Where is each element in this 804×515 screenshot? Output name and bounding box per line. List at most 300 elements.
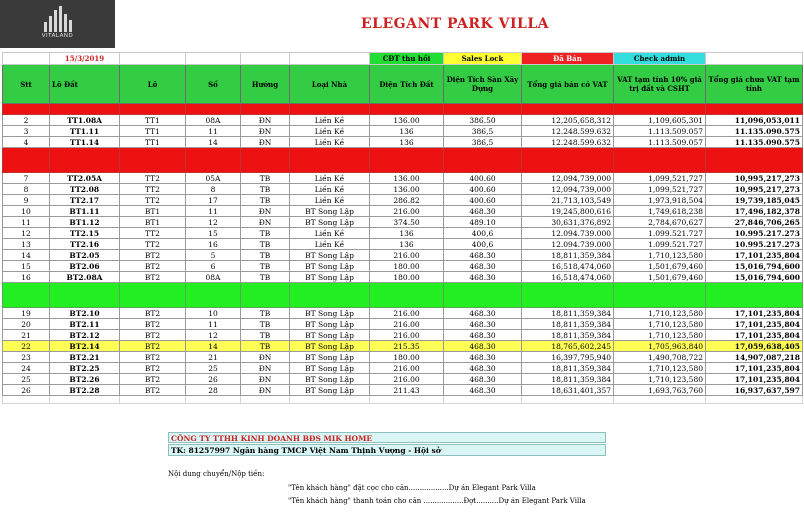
cell-stt: 21 xyxy=(3,330,50,341)
table-row[interactable] xyxy=(3,352,803,363)
cell-dt: 216.00 xyxy=(370,363,444,374)
table-row[interactable] xyxy=(3,363,803,374)
cell-lodat: TT1.08A xyxy=(50,115,120,126)
cell-lo: BT2 xyxy=(120,363,186,374)
table-row[interactable] xyxy=(3,272,803,283)
empty-cell xyxy=(186,396,241,404)
legend-sales-lock: Sales Lock xyxy=(444,53,522,65)
cell-lo: BT1 xyxy=(120,217,186,228)
sold-separator-row xyxy=(3,148,803,173)
cell-loai: Liền Kề xyxy=(290,228,370,239)
cell-lo: BT2 xyxy=(120,308,186,319)
cell-lo: BT1 xyxy=(120,206,186,217)
cell-tong: 18,631,401,357 xyxy=(522,385,614,396)
cell-stt: 24 xyxy=(3,363,50,374)
cell-so: 25 xyxy=(186,363,241,374)
cell-huong: ĐN xyxy=(241,385,290,396)
cell-lo: BT2 xyxy=(120,385,186,396)
cell-so: 08A xyxy=(186,115,241,126)
cell-lodat: TT2.08 xyxy=(50,184,120,195)
cell-loai: BT Song Lập xyxy=(290,217,370,228)
empty-cell xyxy=(522,396,614,404)
cell-loai: BT Song Lập xyxy=(290,250,370,261)
cell-loai: BT Song Lập xyxy=(290,352,370,363)
cell-tong: 12.094.739.000 xyxy=(522,228,614,239)
table-row[interactable] xyxy=(3,385,803,396)
empty-cell xyxy=(614,283,706,308)
cell-dtsan: 468.30 xyxy=(444,206,522,217)
cell-loai: Liền Kề xyxy=(290,184,370,195)
cell-dtsan: 468.30 xyxy=(444,352,522,363)
empty-cell xyxy=(186,104,241,115)
cell-so: 16 xyxy=(186,239,241,250)
table-row[interactable] xyxy=(3,195,803,206)
company-name: CÔNG TY TTHH KINH DOANH BĐS MIK HOME xyxy=(168,432,606,443)
cell-so: 12 xyxy=(186,217,241,228)
table-row[interactable] xyxy=(3,184,803,195)
cell-dtsan: 400,6 xyxy=(444,239,522,250)
empty-cell xyxy=(3,396,50,404)
cell-lodat: BT2.11 xyxy=(50,319,120,330)
empty-cell xyxy=(706,104,803,115)
cell-lodat: TT1.11 xyxy=(50,126,120,137)
table-row[interactable] xyxy=(3,228,803,239)
cell-dt: 180.00 xyxy=(370,272,444,283)
cell-loai: BT Song Lập xyxy=(290,261,370,272)
cell-stt: 26 xyxy=(3,385,50,396)
cell-so: 15 xyxy=(186,228,241,239)
cell-dt: 136.00 xyxy=(370,173,444,184)
cell-vat: 1.099.521.727 xyxy=(614,239,706,250)
cell-dtsan: 468.30 xyxy=(444,308,522,319)
cell-huong: TB xyxy=(241,330,290,341)
empty-cell xyxy=(241,283,290,308)
cell-tong: 12,094,739,000 xyxy=(522,184,614,195)
cell-stt: 13 xyxy=(3,239,50,250)
cell-so: 10 xyxy=(186,308,241,319)
cell-huong: TB xyxy=(241,261,290,272)
cell-lodat: TT1.14 xyxy=(50,137,120,148)
cell-huong: ĐN xyxy=(241,126,290,137)
empty-cell xyxy=(522,283,614,308)
cell-dt: 216.00 xyxy=(370,206,444,217)
empty-cell xyxy=(522,148,614,173)
cell-huong: TB xyxy=(241,272,290,283)
empty-row xyxy=(3,396,803,404)
cell-vat: 1,749,618,238 xyxy=(614,206,706,217)
column-header: Tổng giá bán có VAT xyxy=(522,65,614,104)
empty-cell xyxy=(706,148,803,173)
cell-chua: 17,059,638,405 xyxy=(706,341,803,352)
cell-so: 14 xyxy=(186,137,241,148)
header-row xyxy=(3,65,803,104)
cell-stt: 19 xyxy=(3,308,50,319)
cell-so: 08A xyxy=(186,272,241,283)
logo xyxy=(0,0,115,48)
logo-brand: VITALAND xyxy=(41,33,74,39)
cell-loai: BT Song Lập xyxy=(290,206,370,217)
cell-dt: 216.00 xyxy=(370,250,444,261)
cell-loai: Liền Kề xyxy=(290,115,370,126)
empty-cell xyxy=(444,283,522,308)
cell-tong: 18,811,359,384 xyxy=(522,308,614,319)
cell-loai: Liền Kề xyxy=(290,173,370,184)
cell-dt: 286.82 xyxy=(370,195,444,206)
table-row[interactable] xyxy=(3,341,803,352)
empty-cell xyxy=(370,283,444,308)
cell-chua: 10,995,217,273 xyxy=(706,184,803,195)
empty-cell xyxy=(120,53,186,65)
empty-cell xyxy=(614,104,706,115)
cell-tong: 18,811,359,384 xyxy=(522,374,614,385)
price-table xyxy=(2,52,803,404)
building-logo-icon xyxy=(42,6,74,32)
cell-huong: ĐN xyxy=(241,137,290,148)
cell-vat: 1,973,918,504 xyxy=(614,195,706,206)
cell-dtsan: 468.30 xyxy=(444,374,522,385)
cell-dtsan: 386,5 xyxy=(444,126,522,137)
empty-cell xyxy=(50,104,120,115)
cell-chua: 17,101,235,804 xyxy=(706,250,803,261)
table-row[interactable] xyxy=(3,137,803,148)
cell-lodat: TT2.17 xyxy=(50,195,120,206)
cell-dt: 180.00 xyxy=(370,261,444,272)
cell-stt: 2 xyxy=(3,115,50,126)
cell-so: 11 xyxy=(186,126,241,137)
cell-loai: Liền Kề xyxy=(290,126,370,137)
table-row[interactable] xyxy=(3,206,803,217)
cell-loai: BT Song Lập xyxy=(290,341,370,352)
cell-chua: 15,016,794,600 xyxy=(706,272,803,283)
table-row[interactable] xyxy=(3,330,803,341)
empty-cell xyxy=(241,53,290,65)
cell-dtsan: 386.50 xyxy=(444,115,522,126)
cell-chua: 11.135.090.575 xyxy=(706,126,803,137)
cell-lodat: BT1.11 xyxy=(50,206,120,217)
page-title: ELEGANT PARK VILLA xyxy=(360,16,550,32)
empty-cell xyxy=(370,148,444,173)
legend-sold: Đã Bán xyxy=(522,53,614,65)
cell-tong: 12,094,739,000 xyxy=(522,173,614,184)
cell-lodat: TT2.15 xyxy=(50,228,120,239)
cell-so: 17 xyxy=(186,195,241,206)
cell-lodat: BT2.10 xyxy=(50,308,120,319)
empty-cell xyxy=(444,104,522,115)
empty-cell xyxy=(186,148,241,173)
sold-separator-row xyxy=(3,104,803,115)
cell-lodat: BT2.21 xyxy=(50,352,120,363)
cell-loai: BT Song Lập xyxy=(290,385,370,396)
cell-so: 12 xyxy=(186,330,241,341)
empty-cell xyxy=(614,396,706,404)
empty-cell xyxy=(3,53,50,65)
cell-lo: BT2 xyxy=(120,374,186,385)
cell-chua: 17,101,235,804 xyxy=(706,319,803,330)
cell-huong: TB xyxy=(241,228,290,239)
table-row[interactable] xyxy=(3,173,803,184)
cell-stt: 23 xyxy=(3,352,50,363)
cell-dt: 136 xyxy=(370,137,444,148)
cell-so: 21 xyxy=(186,352,241,363)
cell-tong: 18,811,359,384 xyxy=(522,363,614,374)
cell-stt: 22 xyxy=(3,341,50,352)
cell-tong: 12.094.739.000 xyxy=(522,239,614,250)
cell-vat: 2,784,670,627 xyxy=(614,217,706,228)
empty-cell xyxy=(370,396,444,404)
empty-cell xyxy=(120,396,186,404)
cell-dtsan: 468.30 xyxy=(444,319,522,330)
cell-dt: 211.43 xyxy=(370,385,444,396)
cell-so: 5 xyxy=(186,250,241,261)
cell-lodat: BT2.25 xyxy=(50,363,120,374)
cell-lodat: BT2.12 xyxy=(50,330,120,341)
cell-stt: 11 xyxy=(3,217,50,228)
table-row[interactable] xyxy=(3,250,803,261)
table-row[interactable] xyxy=(3,239,803,250)
cell-dtsan: 489.10 xyxy=(444,217,522,228)
cell-chua: 10,995,217,273 xyxy=(706,173,803,184)
cell-vat: 1,710,123,580 xyxy=(614,330,706,341)
empty-cell xyxy=(522,104,614,115)
empty-cell xyxy=(241,148,290,173)
cell-dtsan: 400.60 xyxy=(444,195,522,206)
empty-cell xyxy=(444,148,522,173)
column-header: Lô Đất xyxy=(50,65,120,104)
cell-lodat: BT2.05 xyxy=(50,250,120,261)
cell-loai: Liền Kề xyxy=(290,195,370,206)
cell-loai: BT Song Lập xyxy=(290,363,370,374)
cell-so: 6 xyxy=(186,261,241,272)
cell-huong: TB xyxy=(241,173,290,184)
column-header: Lô xyxy=(120,65,186,104)
cell-dtsan: 468.30 xyxy=(444,341,522,352)
empty-cell xyxy=(120,104,186,115)
table-row[interactable] xyxy=(3,126,803,137)
cell-chua: 11,096,053,011 xyxy=(706,115,803,126)
cell-dtsan: 400,6 xyxy=(444,228,522,239)
table-row[interactable] xyxy=(3,261,803,272)
cell-chua: 27,846,706,265 xyxy=(706,217,803,228)
cell-lo: TT1 xyxy=(120,137,186,148)
cell-tong: 18,811,359,384 xyxy=(522,250,614,261)
cell-tong: 19,245,800,616 xyxy=(522,206,614,217)
empty-cell xyxy=(50,396,120,404)
cell-lo: BT2 xyxy=(120,272,186,283)
cell-loai: BT Song Lập xyxy=(290,374,370,385)
empty-cell xyxy=(290,396,370,404)
cell-lo: TT2 xyxy=(120,184,186,195)
cell-dtsan: 400.60 xyxy=(444,173,522,184)
cell-lo: BT2 xyxy=(120,250,186,261)
cell-dt: 216.00 xyxy=(370,319,444,330)
cell-huong: ĐN xyxy=(241,217,290,228)
cell-dt: 216.00 xyxy=(370,308,444,319)
cell-stt: 12 xyxy=(3,228,50,239)
cell-dt: 136 xyxy=(370,228,444,239)
column-header: Diện Tích Sàn Xây Dựng xyxy=(444,65,522,104)
table-row[interactable] xyxy=(3,217,803,228)
cell-dt: 136.00 xyxy=(370,115,444,126)
cell-so: 26 xyxy=(186,374,241,385)
cell-vat: 1,501,679,460 xyxy=(614,272,706,283)
empty-cell xyxy=(241,104,290,115)
cell-chua: 17,101,235,804 xyxy=(706,330,803,341)
cell-stt: 15 xyxy=(3,261,50,272)
cell-loai: Liền Kề xyxy=(290,137,370,148)
cell-stt: 9 xyxy=(3,195,50,206)
empty-cell xyxy=(706,283,803,308)
cell-dtsan: 386,5 xyxy=(444,137,522,148)
cell-chua: 11.135.090.575 xyxy=(706,137,803,148)
column-header: VAT tạm tính 10% giá trị đất và CSHT xyxy=(614,65,706,104)
empty-cell xyxy=(290,53,370,65)
cell-stt: 14 xyxy=(3,250,50,261)
empty-cell xyxy=(444,396,522,404)
cell-dt: 216.00 xyxy=(370,374,444,385)
cell-dt: 216.00 xyxy=(370,330,444,341)
cell-tong: 16,518,474,060 xyxy=(522,272,614,283)
cell-huong: TB xyxy=(241,250,290,261)
empty-cell xyxy=(3,148,50,173)
cell-vat: 1.113.509.057 xyxy=(614,126,706,137)
table-row[interactable] xyxy=(3,374,803,385)
cell-dtsan: 468.30 xyxy=(444,385,522,396)
cell-vat: 1,109,605,301 xyxy=(614,115,706,126)
table-row[interactable] xyxy=(3,319,803,330)
cell-lodat: BT2.26 xyxy=(50,374,120,385)
cell-lodat: BT2.14 xyxy=(50,341,120,352)
legend-check-admin: Check admin xyxy=(614,53,706,65)
cell-lo: BT2 xyxy=(120,319,186,330)
empty-cell xyxy=(120,148,186,173)
cell-lo: BT2 xyxy=(120,261,186,272)
empty-cell xyxy=(706,396,803,404)
cell-chua: 16,937,637,597 xyxy=(706,385,803,396)
empty-cell xyxy=(50,283,120,308)
cell-tong: 21,713,103,549 xyxy=(522,195,614,206)
cell-huong: TB xyxy=(241,184,290,195)
cell-tong: 18,765,602,245 xyxy=(522,341,614,352)
cell-lodat: BT2.06 xyxy=(50,261,120,272)
column-header: Số xyxy=(186,65,241,104)
empty-cell xyxy=(241,396,290,404)
column-header: Loại Nhà xyxy=(290,65,370,104)
cell-lo: TT1 xyxy=(120,126,186,137)
cell-vat: 1,710,123,580 xyxy=(614,308,706,319)
cell-lo: TT2 xyxy=(120,228,186,239)
cell-stt: 8 xyxy=(3,184,50,195)
cell-chua: 17,101,235,804 xyxy=(706,308,803,319)
cell-loai: BT Song Lập xyxy=(290,319,370,330)
cell-lo: TT1 xyxy=(120,115,186,126)
cell-tong: 12.248.599.632 xyxy=(522,126,614,137)
cell-so: 05A xyxy=(186,173,241,184)
cell-so: 28 xyxy=(186,385,241,396)
cell-dt: 180.00 xyxy=(370,352,444,363)
cell-dt: 136 xyxy=(370,126,444,137)
cell-loai: BT Song Lập xyxy=(290,308,370,319)
cell-vat: 1,099,521,727 xyxy=(614,184,706,195)
empty-cell xyxy=(120,283,186,308)
cell-huong: TB xyxy=(241,239,290,250)
cell-tong: 16,518,474,060 xyxy=(522,261,614,272)
empty-cell xyxy=(3,104,50,115)
cell-huong: ĐN xyxy=(241,352,290,363)
cell-huong: TB xyxy=(241,308,290,319)
cell-dtsan: 468.30 xyxy=(444,272,522,283)
cell-stt: 16 xyxy=(3,272,50,283)
column-header: Hướng xyxy=(241,65,290,104)
cell-so: 14 xyxy=(186,341,241,352)
cell-vat: 1,710,123,580 xyxy=(614,374,706,385)
empty-cell xyxy=(50,148,120,173)
cell-so: 8 xyxy=(186,184,241,195)
cell-stt: 4 xyxy=(3,137,50,148)
cell-stt: 20 xyxy=(3,319,50,330)
cell-so: 11 xyxy=(186,206,241,217)
cell-lo: BT2 xyxy=(120,330,186,341)
cell-huong: ĐN xyxy=(241,115,290,126)
cell-vat: 1,710,123,580 xyxy=(614,319,706,330)
column-header: Diện Tích Đất xyxy=(370,65,444,104)
column-header: Stt xyxy=(3,65,50,104)
empty-cell xyxy=(186,283,241,308)
empty-cell xyxy=(290,104,370,115)
cell-vat: 1.099.521.727 xyxy=(614,228,706,239)
payment-note-label: Nội dung chuyển/Nộp tiền: xyxy=(168,470,265,478)
cell-vat: 1,501,679,460 xyxy=(614,261,706,272)
cell-chua: 17,101,235,804 xyxy=(706,363,803,374)
cell-chua: 15,016,794,600 xyxy=(706,261,803,272)
cell-lo: TT2 xyxy=(120,239,186,250)
cell-loai: BT Song Lập xyxy=(290,272,370,283)
cell-tong: 30,631,376,892 xyxy=(522,217,614,228)
empty-cell xyxy=(706,53,803,65)
cell-loai: BT Song Lập xyxy=(290,330,370,341)
cell-chua: 19,739,185,045 xyxy=(706,195,803,206)
cell-lodat: TT2.16 xyxy=(50,239,120,250)
cell-tong: 12,205,658,312 xyxy=(522,115,614,126)
cell-lo: TT2 xyxy=(120,195,186,206)
cell-stt: 3 xyxy=(3,126,50,137)
cell-stt: 10 xyxy=(3,206,50,217)
date-label: 15/3/2019 xyxy=(50,53,120,65)
cell-dtsan: 400.60 xyxy=(444,184,522,195)
table-row[interactable] xyxy=(3,308,803,319)
cell-chua: 10.995.217.273 xyxy=(706,239,803,250)
cell-vat: 1,693,763,760 xyxy=(614,385,706,396)
cell-chua: 17,496,182,378 xyxy=(706,206,803,217)
cell-lo: BT2 xyxy=(120,341,186,352)
reclaimed-separator-row xyxy=(3,283,803,308)
cell-tong: 12.248.599.632 xyxy=(522,137,614,148)
empty-cell xyxy=(290,148,370,173)
cell-lodat: TT2.05A xyxy=(50,173,120,184)
cell-vat: 1,705,963,840 xyxy=(614,341,706,352)
empty-cell xyxy=(614,148,706,173)
cell-dtsan: 468.30 xyxy=(444,363,522,374)
cell-lo: TT2 xyxy=(120,173,186,184)
table-row[interactable] xyxy=(3,115,803,126)
legend-row xyxy=(3,53,803,65)
cell-lodat: BT1.12 xyxy=(50,217,120,228)
column-header: Tổng giá chưa VAT tạm tính xyxy=(706,65,803,104)
cell-chua: 10.995.217.273 xyxy=(706,228,803,239)
cell-huong: ĐN xyxy=(241,206,290,217)
cell-vat: 1.113.509.057 xyxy=(614,137,706,148)
cell-dt: 136.00 xyxy=(370,184,444,195)
cell-huong: TB xyxy=(241,341,290,352)
